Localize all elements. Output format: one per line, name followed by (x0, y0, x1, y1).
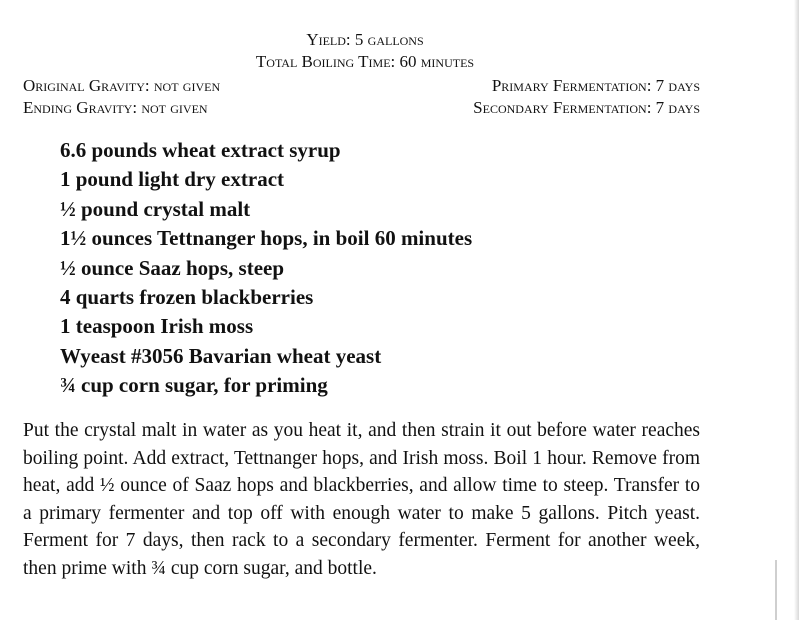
gravity-fermentation-row-2 (23, 98, 700, 118)
page-edge-line (775, 560, 777, 620)
ingredient-list (60, 136, 472, 401)
gravity-fermentation-row-1 (23, 76, 700, 96)
ingredient-item: ¾ cup corn sugar, for priming (60, 373, 328, 398)
original-gravity: Original Gravity: not given (23, 76, 221, 95)
ending-gravity: Ending Gravity: not given (23, 98, 208, 117)
ingredient-item: 1 teaspoon Irish moss (60, 314, 254, 339)
ingredient-item: 6.6 pounds wheat extract syrup (60, 138, 341, 162)
primary-fermentation: Primary Fermentation: 7 days (491, 76, 700, 95)
yield: Yield: 5 gallons (306, 30, 424, 49)
instructions-paragraph: Put the crystal malt in water as you heat it, and then strain it out before water reaches boiling point. Add extract, Tettnanger hops, and Irish moss. Boil 1 hour. Remove from heat, add ½ ounce of Saaz hops and blackberries, and allow time to steep. Transfer to a primary fermenter and top off with enough water to make 5 gallons. Pitch yeast. Ferment for 7 days, then rack to a secondary fermenter. Ferment for another week, then prime with ¾ cup corn sugar, and bottle. (23, 420, 700, 579)
total-boiling-time: Total Boiling Time: 60 minutes (255, 52, 475, 71)
ingredient-item: 4 quarts frozen blackberries (60, 284, 314, 309)
ingredient-item: 1 pound light dry extract (60, 167, 285, 192)
page-edge-shadow (794, 0, 799, 620)
ingredient-item: Wyeast #3056 Bavarian wheat yeast (60, 343, 382, 368)
secondary-fermentation: Secondary Fermentation: 7 days (473, 98, 700, 117)
ingredient-item: ½ pound crystal malt (60, 196, 251, 221)
ingredient-item: 1½ ounces Tettnanger hops, in boil 60 minutes (60, 226, 473, 251)
ingredient-item: ½ ounce Saaz hops, steep (60, 255, 285, 280)
